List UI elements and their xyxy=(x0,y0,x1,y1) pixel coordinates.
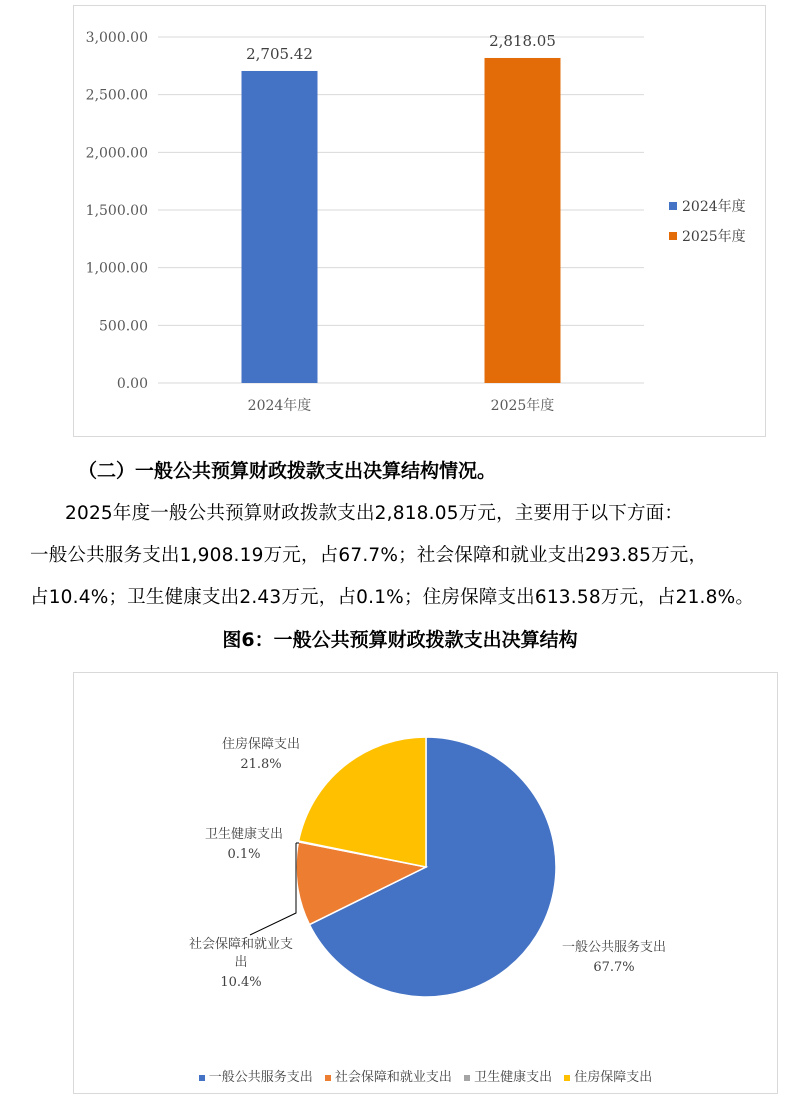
y-tick-label: 0.00 xyxy=(116,376,148,392)
legend-swatch-social xyxy=(325,1075,331,1081)
bar xyxy=(242,71,318,383)
legend-swatch-health xyxy=(464,1075,470,1081)
legend-item-social xyxy=(325,1066,452,1085)
y-tick-label: 2,500.00 xyxy=(85,87,148,104)
pie-label-service-pct: 67.7% xyxy=(593,960,635,975)
legend-label: 2025年度 xyxy=(682,229,746,245)
y-tick-label: 2,000.00 xyxy=(85,145,148,162)
legend-item-service xyxy=(199,1066,313,1085)
legend-swatch xyxy=(669,202,677,210)
section-heading: （二）一般公共预算财政拨款支出决算结构情况。 xyxy=(78,460,497,482)
bar-data-label: 2,705.42 xyxy=(246,44,313,63)
y-tick-label: 500.00 xyxy=(99,318,148,335)
legend-item-health xyxy=(464,1066,552,1085)
pie-label-health-name: 卫生健康支出 xyxy=(204,827,284,842)
legend-swatch-service xyxy=(199,1075,205,1081)
paragraph-line-1: 2025年度一般公共预算财政拨款支出2,818.05万元，主要用于以下方面： xyxy=(65,503,684,524)
legend-swatch xyxy=(669,232,677,240)
y-tick-label: 1,500.00 xyxy=(85,203,148,219)
y-tick-label: 3,000.00 xyxy=(85,30,148,46)
figure-caption: 图6：一般公共预算财政拨款支出决算结构 xyxy=(222,629,578,651)
pie-label-social-pct: 10.4% xyxy=(220,975,262,990)
legend-label-service: 一般公共服务支出 xyxy=(208,1070,313,1085)
legend-label-health: 卫生健康支出 xyxy=(474,1070,553,1085)
x-tick-label: 2025年度 xyxy=(490,398,555,414)
legend-item-housing xyxy=(564,1066,652,1085)
pie-label-housing-name: 住房保障支出 xyxy=(221,737,301,752)
legend-swatch-housing xyxy=(564,1075,570,1081)
bar-data-label: 2,818.05 xyxy=(489,31,556,50)
pie-chart xyxy=(73,672,778,1094)
pie-label-health-pct: 0.1% xyxy=(227,847,261,862)
bar-chart xyxy=(73,5,766,437)
pie-label-service-name: 一般公共服务支出 xyxy=(561,940,667,955)
pie-chart-svg xyxy=(74,673,777,1058)
legend-label: 2024年度 xyxy=(682,199,746,215)
legend-label-social: 社会保障和就业支出 xyxy=(334,1070,452,1085)
pie-label-social-name-1: 社会保障和就业支 xyxy=(188,937,294,952)
paragraph-line-2: 一般公共服务支出1,908.19万元，占67.7%；社会保障和就业支出293.85万元， xyxy=(30,545,708,566)
y-tick-label: 1,000.00 xyxy=(85,260,148,277)
bar-chart-svg xyxy=(74,6,765,436)
x-tick-label: 2024年度 xyxy=(247,398,312,414)
legend-label-housing: 住房保障支出 xyxy=(574,1070,653,1085)
pie-legend xyxy=(74,1066,777,1085)
bar xyxy=(485,58,561,383)
pie-label-housing-pct: 21.8% xyxy=(240,757,282,772)
pie-label-social-name-2: 出 xyxy=(234,955,248,970)
paragraph-line-3: 占10.4%；卫生健康支出2.43万元，占0.1%；住房保障支出613.58万元，占21.8%。 xyxy=(30,587,755,608)
